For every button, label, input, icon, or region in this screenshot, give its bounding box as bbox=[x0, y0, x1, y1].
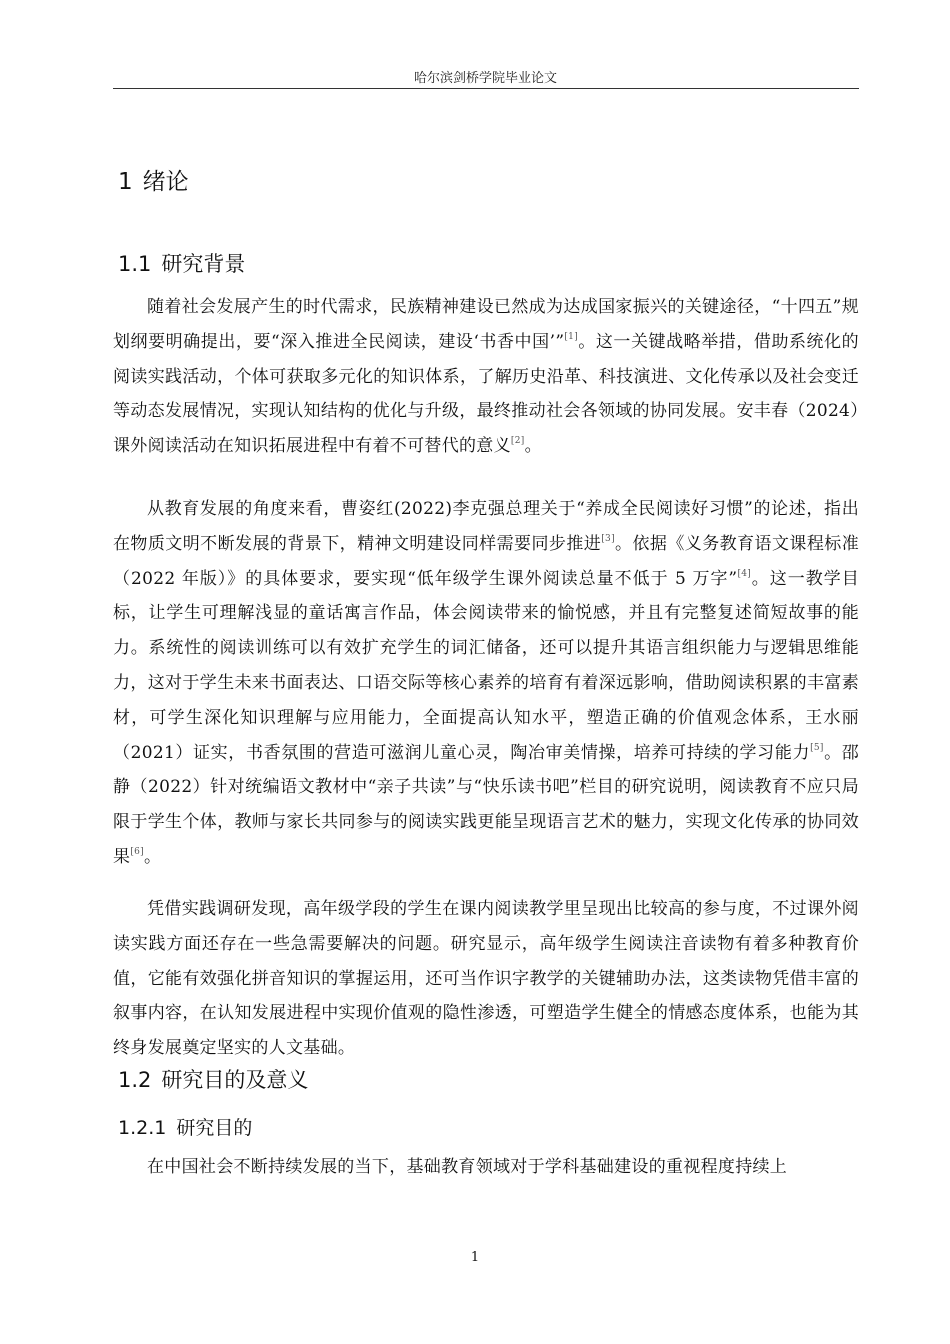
header-rule bbox=[113, 88, 859, 89]
body-paragraph bbox=[113, 290, 859, 464]
paragraph-text: 。这一关键战略举措，借助系统化的阅读实践活动，个体可获取多元化的知识体系，了解历史沿革、科技演进、文化传承以及社会变迁等动态发展情况，实现认知结构的优化与升级，最终推动社会各领域的协同发展。安丰春（2024）课外阅读活动在知识拓展进程中有着不可替代的意义 bbox=[113, 331, 859, 457]
subsection-heading-1-2-1 bbox=[118, 1113, 252, 1140]
citation-marker: [2] bbox=[510, 436, 525, 447]
section-title: 研究背景 bbox=[161, 252, 246, 276]
paragraph-text: 。 bbox=[524, 436, 542, 457]
body-paragraph bbox=[113, 1150, 859, 1185]
citation-marker: [4] bbox=[737, 568, 752, 579]
chapter-number: 1 bbox=[118, 169, 133, 195]
page-number: 1 bbox=[470, 1250, 480, 1265]
section-heading-1-1 bbox=[118, 248, 245, 278]
paragraph-text: 。依据《义务教育语文课程标准（2022 年版）》的具体要求，要实现“低年级学生课外阅读总量不低于 5 万字” bbox=[113, 533, 860, 589]
paragraph-text: 随着社会发展产生的时代需求，民族精神建设已然成为达成国家振兴的关键途径，“十四五”规划纲要明确提出，要“深入推进全民阅读，建设‘书香中国’” bbox=[113, 297, 859, 352]
citation-marker: [5] bbox=[810, 742, 824, 753]
citation-marker: [6] bbox=[130, 846, 144, 857]
chapter-heading bbox=[118, 163, 189, 196]
section-title: 研究目的及意义 bbox=[161, 1068, 309, 1092]
paragraph-text: 。邵静（2022）针对统编语文教材中“亲子共读”与“快乐读书吧”栏目的研究说明，阅读教育不应只局限于学生个体，教师与家长共同参与的阅读实践更能呈现语言艺术的魅力，实现文化传承的协同效果 bbox=[113, 742, 859, 867]
chapter-title: 绪论 bbox=[142, 169, 189, 195]
subsection-number: 1.2.1 bbox=[118, 1117, 167, 1139]
paragraph-text: 凭借实践调研发现，高年级学段的学生在课内阅读教学里呈现出比较高的参与度，不过课外阅读实践方面还存在一些急需要解决的问题。研究显示，高年级学生阅读注音读物有着多种教育价值，它能有效强化拼音知识的掌握运用，还可当作识字教学的关键辅助办法，这类读物凭借丰富的叙事内容，在认知发展进程中实现价值观的隐性渗透，可塑造学生健全的情感态度体系，也能为其终身发展奠定坚实的人文基础。 bbox=[113, 899, 859, 1059]
citation-marker: [3] bbox=[601, 533, 615, 544]
section-number: 1.2 bbox=[118, 1068, 152, 1092]
body-paragraph bbox=[113, 492, 859, 875]
paragraph-text: 。这一教学目标，让学生可理解浅显的童话寓言作品，体会阅读带来的愉悦感，并且有完整复述简短故事的能力。系统性的阅读训练可以有效扩充学生的词汇储备，还可以提升其语言组织能力与逻辑思维能力，这对于学生未来书面表达、口语交际等核心素养的培育有着深远影响，借助阅读积累的丰富素材，可学生深化知识理解与应用能力，全面提高认知水平，塑造正确的价值观念体系，王水丽（2021）证实，书香氛围的营造可滋润儿童心灵，陶冶审美情操，培养可持续的学习能力 bbox=[113, 568, 859, 763]
section-heading-1-2 bbox=[118, 1064, 308, 1094]
section-number: 1.1 bbox=[118, 252, 152, 276]
citation-marker: [1] bbox=[564, 331, 579, 342]
body-paragraph bbox=[113, 892, 859, 1066]
paragraph-text: 。 bbox=[143, 846, 162, 867]
running-header: 哈尔滨剑桥学院毕业论文 bbox=[413, 71, 557, 86]
paragraph-text: 从教育发展的角度来看，曹姿红(2022)李克强总理关于“养成全民阅读好习惯”的论述，指出在物质文明不断发展的背景下，精神文明建设同样需要同步推进 bbox=[113, 499, 859, 554]
subsection-title: 研究目的 bbox=[176, 1117, 253, 1139]
paragraph-text: 在中国社会不断持续发展的当下，基础教育领域对于学科基础建设的重视程度持续上 bbox=[147, 1157, 788, 1177]
